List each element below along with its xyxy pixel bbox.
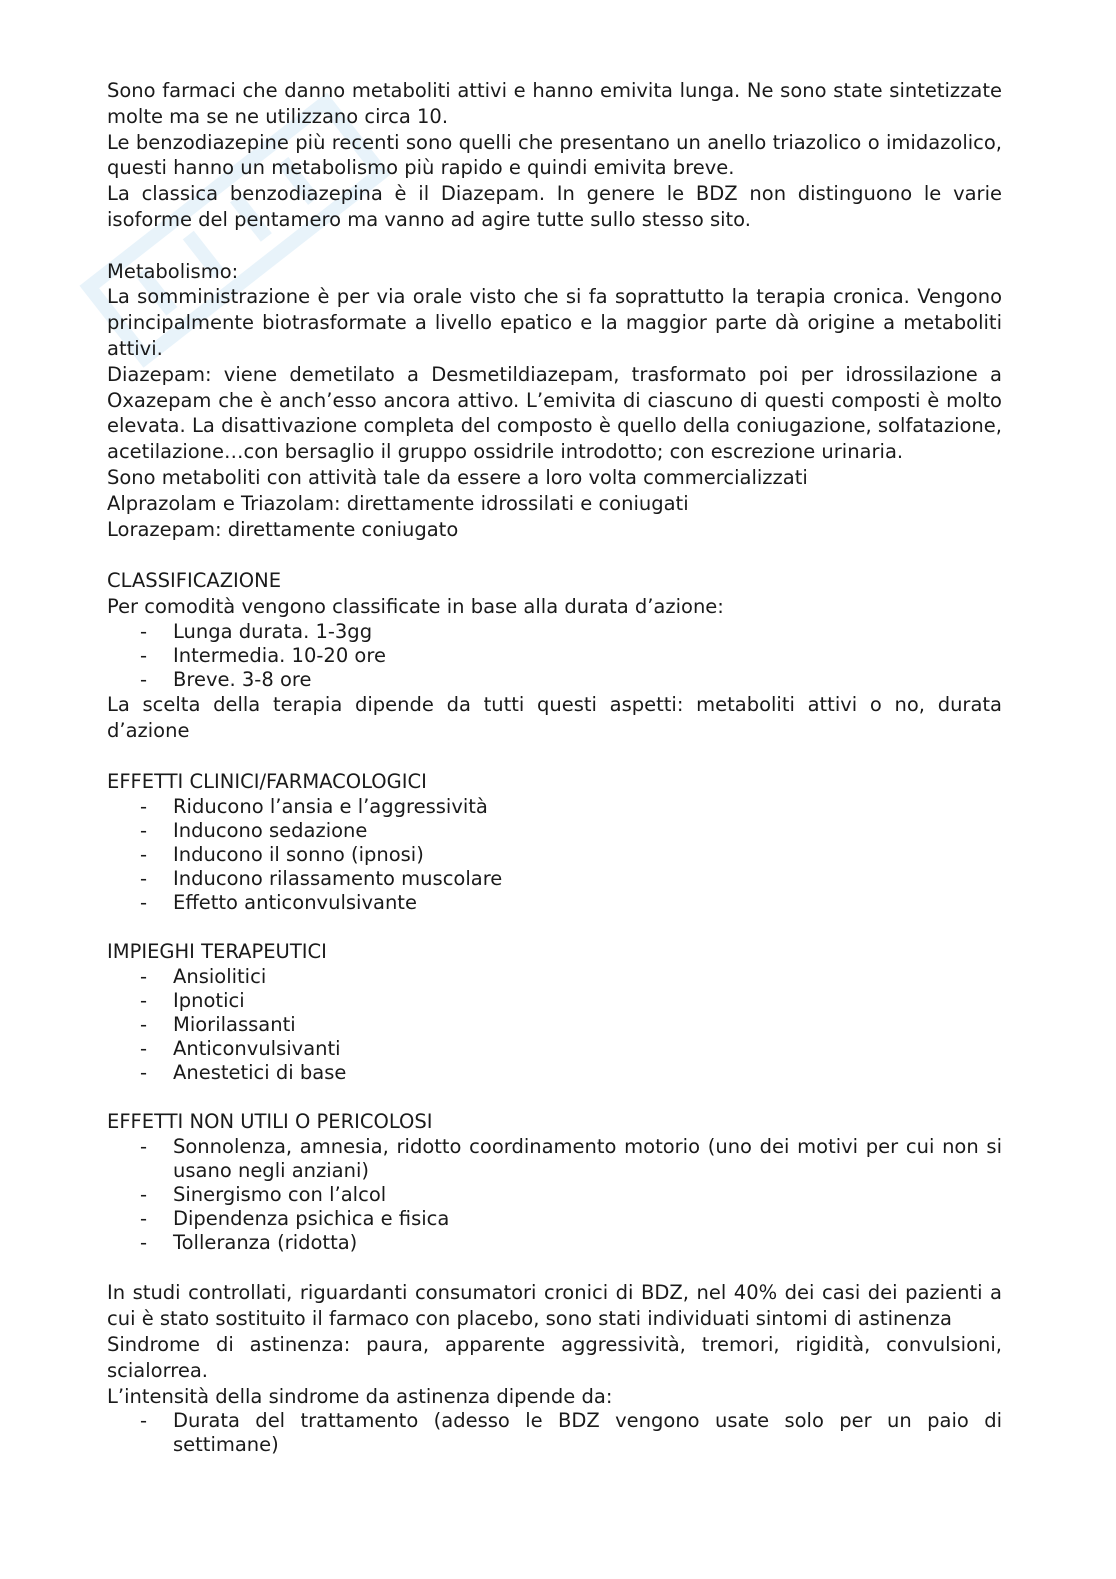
classificazione-title: CLASSIFICAZIONE xyxy=(107,569,282,593)
classificazione-lead: Per comodità vengono classificate in base alla durata d’azione: xyxy=(107,594,724,618)
dash-bullet: - xyxy=(140,794,148,818)
list-item-text: Miorilassanti xyxy=(173,1012,296,1036)
intro-paragraph-1: Sono farmaci che danno metaboliti attivi e hanno emivita lunga. Ne sono state sintetizzate molte ma se ne utilizzano circa 10. xyxy=(107,79,1002,128)
list-item-text: Riducono l’ansia e l’aggressività xyxy=(173,794,488,818)
dash-bullet: - xyxy=(140,1036,148,1060)
list-item xyxy=(107,1061,1002,1085)
list-item-text: Anestetici di base xyxy=(173,1060,347,1084)
list-item xyxy=(107,1135,1002,1183)
dash-bullet: - xyxy=(140,866,148,890)
list-item xyxy=(107,965,1002,989)
dash-bullet: - xyxy=(140,964,148,988)
list-item xyxy=(107,989,1002,1013)
dash-bullet: - xyxy=(140,1012,148,1036)
list-item xyxy=(107,668,1002,692)
dash-bullet: - xyxy=(140,667,148,691)
list-item-text: Ipnotici xyxy=(173,988,245,1012)
pericolosi-list xyxy=(107,1135,1002,1255)
classificazione-section xyxy=(107,568,1002,743)
pericolosi-title: EFFETTI NON UTILI O PERICOLOSI xyxy=(107,1109,433,1133)
list-item-text: Inducono rilassamento muscolare xyxy=(173,866,503,890)
list-item xyxy=(107,891,1002,915)
dash-bullet: - xyxy=(140,1182,148,1206)
pericolosi-section xyxy=(107,1109,1002,1255)
list-item xyxy=(107,1207,1002,1231)
metabolismo-paragraph-2: Diazepam: viene demetilato a Desmetildiazepam, trasformato poi per idrossilazione a Oxazepam che è anch’esso ancora attivo. L’emivita di ciascuno di questi composti è molto elevata. La disattivazione completa del composto è quello della coniugazione, solfatazione, acetilazione…con bersaglio il gruppo ossidrile introdotto; con escrezione urinaria. xyxy=(107,362,1002,464)
dash-bullet: - xyxy=(140,1409,148,1433)
intro-paragraph-2: Le benzodiazepine più recenti sono quelli che presentano un anello triazolico o imidazolico, questi hanno un metabolismo più rapido e quindi emivita breve. xyxy=(107,130,1002,180)
list-item xyxy=(107,1409,1002,1457)
impieghi-title: IMPIEGHI TERAPEUTICI xyxy=(107,939,327,963)
dash-bullet: - xyxy=(140,1206,148,1230)
astinenza-section xyxy=(107,1280,1002,1457)
metabolismo-title: Metabolismo: xyxy=(107,259,239,283)
list-item-text: Ansiolitici xyxy=(173,964,267,988)
list-item-text: Breve. 3-8 ore xyxy=(173,667,312,691)
astinenza-paragraph-3: L’intensità della sindrome da astinenza dipende da: xyxy=(107,1384,613,1408)
dash-bullet: - xyxy=(140,643,148,667)
metabolismo-paragraph-5: Lorazepam: direttamente coniugato xyxy=(107,517,459,541)
effetti-section xyxy=(107,769,1002,915)
list-item xyxy=(107,1231,1002,1255)
list-item xyxy=(107,620,1002,644)
classificazione-list xyxy=(107,620,1002,692)
effetti-title: EFFETTI CLINICI/FARMACOLOGICI xyxy=(107,770,427,794)
dash-bullet: - xyxy=(140,1230,148,1254)
astinenza-list xyxy=(107,1409,1002,1457)
classificazione-after: La scelta della terapia dipende da tutti questi aspetti: metaboliti attivi o no, durata d’azione xyxy=(107,692,1002,742)
dash-bullet: - xyxy=(140,988,148,1012)
list-item xyxy=(107,1037,1002,1061)
list-item xyxy=(107,843,1002,867)
list-item-text: Effetto anticonvulsivante xyxy=(173,890,417,914)
metabolismo-paragraph-1: La somministrazione è per via orale visto che si fa soprattutto la terapia cronica. Vengono principalmente biotrasformate a livello epatico e la maggior parte dà origine a metaboliti attivi. xyxy=(107,285,1002,360)
intro-section xyxy=(107,78,1002,233)
impieghi-list xyxy=(107,965,1002,1085)
list-item-text: Sinergismo con l’alcol xyxy=(173,1182,387,1206)
metabolismo-section xyxy=(107,259,1002,543)
dash-bullet: - xyxy=(140,619,148,643)
list-item xyxy=(107,795,1002,819)
list-item-text: Anticonvulsivanti xyxy=(173,1036,341,1060)
metabolismo-paragraph-3: Sono metaboliti con attività tale da essere a loro volta commercializzati xyxy=(107,465,808,489)
list-item-text: Inducono il sonno (ipnosi) xyxy=(173,842,424,866)
list-item-text: Sonnolenza, amnesia, ridotto coordinamento motorio (uno dei motivi per cui non si usano negli anziani) xyxy=(173,1134,1002,1182)
list-item xyxy=(107,819,1002,843)
dash-bullet: - xyxy=(140,818,148,842)
intro-paragraph-3: La classica benzodiazepina è il Diazepam. In genere le BDZ non distinguono le varie isoforme del pentamero ma vanno ad agire tutte sullo stesso sito. xyxy=(107,182,1002,231)
dash-bullet: - xyxy=(140,890,148,914)
effetti-list xyxy=(107,795,1002,915)
list-item-text: Tolleranza (ridotta) xyxy=(173,1230,358,1254)
list-item-text: Intermedia. 10-20 ore xyxy=(173,643,386,667)
list-item xyxy=(107,644,1002,668)
list-item xyxy=(107,867,1002,891)
list-item xyxy=(107,1013,1002,1037)
astinenza-paragraph-2: Sindrome di astinenza: paura, apparente aggressività, tremori, rigidità, convulsioni, scialorrea. xyxy=(107,1332,1002,1382)
metabolismo-paragraph-4: Alprazolam e Triazolam: direttamente idrossilati e coniugati xyxy=(107,491,689,515)
dash-bullet: - xyxy=(140,1060,148,1084)
list-item-text: Inducono sedazione xyxy=(173,818,368,842)
dash-bullet: - xyxy=(140,842,148,866)
astinenza-paragraph-1: In studi controllati, riguardanti consumatori cronici di BDZ, nel 40% dei casi dei pazienti a cui è stato sostituito il farmaco con placebo, sono stati individuati sintomi di astinenza xyxy=(107,1281,1002,1331)
list-item-text: Lunga durata. 1-3gg xyxy=(173,619,373,643)
document-page xyxy=(107,78,1002,1457)
list-item-text: Dipendenza psichica e fisica xyxy=(173,1206,450,1230)
dash-bullet: - xyxy=(140,1134,148,1158)
list-item-text: Durata del trattamento (adesso le BDZ vengono usate solo per un paio di settimane) xyxy=(173,1409,1002,1457)
impieghi-section xyxy=(107,939,1002,1085)
list-item xyxy=(107,1183,1002,1207)
